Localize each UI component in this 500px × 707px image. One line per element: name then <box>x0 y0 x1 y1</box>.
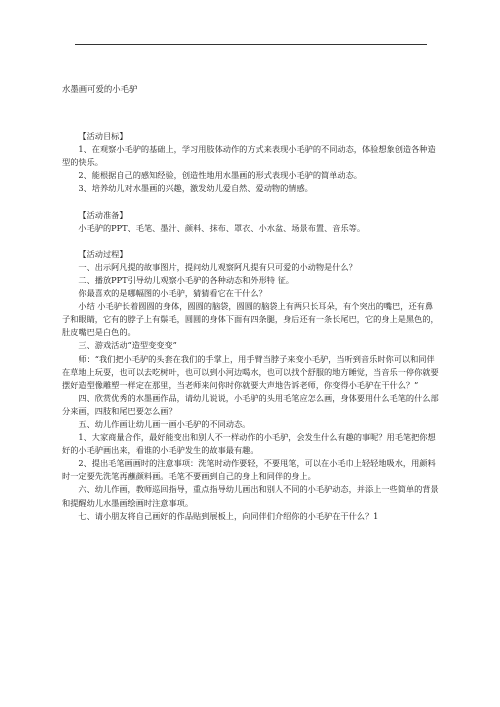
process-heading: 【活动过程】 <box>78 248 128 259</box>
process-paragraph: 师：“我们把小毛驴的头套在我们的手掌上，用手臂当脖子来变小毛驴，当听到音乐时你可以和同伴在草地上玩耍，也可以去吃树叶，也可以到小河边喝水，也可以找个舒服的地方睡觉，当音乐一停你就要摆好造型像雕塑一样定在那里，当老师来问你时你就要大声地告诉老师，你变得小毛驴在干什么？” <box>62 353 439 390</box>
process-paragraph: 小结 小毛驴长着圆圆的身体，圆圆的脑袋，圆圆的脑袋上有两只长耳朵，有个突出的嘴巴，还有鼻子和眼睛，它有的脖子上有鬃毛，圆圆的身体下面有四条腿，身后还有一条长尾巴，它的身上是黑色的，肚皮嘴巴是白色的。 <box>62 301 439 338</box>
goal-item: 2、能根据自己的感知经验，创造性地用水墨画的形式表现小毛驴的简单动态。 <box>78 170 362 181</box>
process-paragraph: 二、播放PPT引导幼儿观察小毛驴的各种动态和外形特 征。 <box>78 274 294 285</box>
process-paragraph: 六、幼儿作画，教师巡回指导，重点指导幼儿画出和别人不同的小毛驴动态，并添上一些简单的背景和提醒幼儿水墨画绘画时注意事项。 <box>62 484 439 508</box>
process-paragraph: 一、出示阿凡提的故事图片，提问幼儿观察阿凡提有只可爱的小动物是什么？ <box>78 261 357 272</box>
goals-heading: 【活动目标】 <box>78 131 128 142</box>
process-paragraph: 1、大家商量合作，最好能变出和别人不一样动作的小毛驴，会发生什么有趣的事呢？用毛笔把你想好的小毛驴画出来，看谁的小毛驴发生的故事最有趣。 <box>62 432 436 456</box>
process-paragraph: 四、欣赏优秀的水墨画作品，请幼儿说说，小毛驴的头用毛笔应怎么画，身体要用什么毛笔的什么部分来画，四肢和尾巴要怎么画？ <box>62 392 439 416</box>
process-paragraph: 三、游戏活动“造型变变变” <box>78 340 177 351</box>
document-title: 水墨画可爱的小毛驴 <box>62 84 138 94</box>
process-paragraph: 五、幼儿作画让幼儿画一画小毛驴的不同动态。 <box>78 418 251 429</box>
prep-text: 小毛驴的PPT、毛笔、墨汁、颜料、抹布、罩衣、小水盆、场景布置、音乐等。 <box>78 222 366 233</box>
goal-item: 1、在观察小毛驴的基础上，学习用肢体动作的方式来表现小毛驴的不同动态，体验想象创造各种造型的快乐。 <box>62 144 436 168</box>
document-body <box>62 83 440 523</box>
process-paragraph: 你最喜欢的是哪幅图的小毛驴，猜猜看它在干什么？ <box>78 288 267 299</box>
prep-heading: 【活动准备】 <box>78 209 128 220</box>
header-rule <box>75 44 427 45</box>
process-paragraph: 七、请小朋友将自己画好的作品贴到展板上，向同伴们介绍你的小毛驴在干什么？1 <box>78 510 379 521</box>
goal-item: 3、培养幼儿对水墨画的兴趣，激发幼儿爱自然、爱动物的情感。 <box>78 183 313 194</box>
process-paragraph: 2、提出毛笔画画时的注意事项：洗笔时动作要轻，不要甩笔，可以在小毛巾上轻轻地吸水，用颜料时一定要先洗笔再蘸颜料画。毛笔不要画到自己的身上和同伴的身上。 <box>62 458 436 482</box>
